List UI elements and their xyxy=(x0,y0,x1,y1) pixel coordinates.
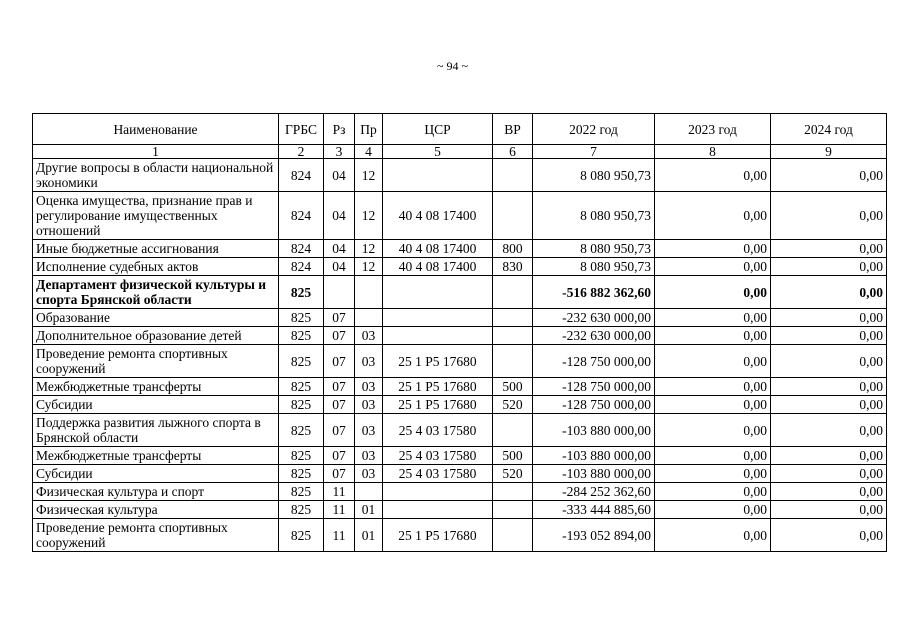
cell-2023: 0,00 xyxy=(655,276,771,309)
cell-2022: -128 750 000,00 xyxy=(533,378,655,396)
cell-2024: 0,00 xyxy=(771,519,887,552)
cell-2023: 0,00 xyxy=(655,501,771,519)
cell-name: Субсидии xyxy=(33,396,279,414)
cell-grbs: 825 xyxy=(279,519,324,552)
cell-csr: 40 4 08 17400 xyxy=(383,258,493,276)
cell-rz: 04 xyxy=(324,192,355,240)
table-body xyxy=(33,159,887,552)
cell-rz: 07 xyxy=(324,414,355,447)
cell-2023: 0,00 xyxy=(655,192,771,240)
cell-csr xyxy=(383,327,493,345)
column-header: ЦСР xyxy=(383,114,493,145)
cell-csr: 25 4 03 17580 xyxy=(383,447,493,465)
cell-csr: 40 4 08 17400 xyxy=(383,192,493,240)
cell-2023: 0,00 xyxy=(655,414,771,447)
cell-csr: 25 4 03 17580 xyxy=(383,465,493,483)
cell-2022: -516 882 362,60 xyxy=(533,276,655,309)
cell-grbs: 825 xyxy=(279,465,324,483)
column-header: 2023 год xyxy=(655,114,771,145)
cell-name: Образование xyxy=(33,309,279,327)
cell-vr xyxy=(493,276,533,309)
cell-csr: 40 4 08 17400 xyxy=(383,240,493,258)
cell-2022: -284 252 362,60 xyxy=(533,483,655,501)
cell-grbs: 825 xyxy=(279,309,324,327)
cell-vr xyxy=(493,501,533,519)
cell-2022: 8 080 950,73 xyxy=(533,240,655,258)
cell-vr xyxy=(493,483,533,501)
table-row xyxy=(33,192,887,240)
cell-2022: -103 880 000,00 xyxy=(533,414,655,447)
budget-table xyxy=(32,113,887,552)
table-row xyxy=(33,501,887,519)
cell-vr: 500 xyxy=(493,378,533,396)
column-number: 2 xyxy=(279,145,324,159)
cell-pr: 01 xyxy=(355,519,383,552)
cell-grbs: 825 xyxy=(279,447,324,465)
column-number-row xyxy=(33,145,887,159)
cell-name: Другие вопросы в области национальной экономики xyxy=(33,159,279,192)
cell-vr: 520 xyxy=(493,396,533,414)
cell-rz: 07 xyxy=(324,447,355,465)
column-number: 9 xyxy=(771,145,887,159)
cell-2024: 0,00 xyxy=(771,192,887,240)
cell-grbs: 825 xyxy=(279,414,324,447)
cell-grbs: 825 xyxy=(279,483,324,501)
cell-csr xyxy=(383,483,493,501)
cell-2023: 0,00 xyxy=(655,159,771,192)
column-number: 6 xyxy=(493,145,533,159)
table-row xyxy=(33,327,887,345)
cell-pr: 12 xyxy=(355,159,383,192)
cell-2024: 0,00 xyxy=(771,447,887,465)
cell-2022: -232 630 000,00 xyxy=(533,309,655,327)
cell-vr xyxy=(493,192,533,240)
cell-csr: 25 1 P5 17680 xyxy=(383,378,493,396)
cell-vr xyxy=(493,519,533,552)
cell-vr xyxy=(493,414,533,447)
cell-2023: 0,00 xyxy=(655,483,771,501)
cell-grbs: 825 xyxy=(279,378,324,396)
cell-csr xyxy=(383,501,493,519)
cell-2022: 8 080 950,73 xyxy=(533,192,655,240)
column-number: 5 xyxy=(383,145,493,159)
table-row xyxy=(33,276,887,309)
column-header: Пр xyxy=(355,114,383,145)
column-header: ГРБС xyxy=(279,114,324,145)
table-row xyxy=(33,309,887,327)
cell-2024: 0,00 xyxy=(771,240,887,258)
cell-name: Поддержка развития лыжного спорта в Брянской области xyxy=(33,414,279,447)
cell-2023: 0,00 xyxy=(655,447,771,465)
cell-name: Субсидии xyxy=(33,465,279,483)
cell-grbs: 824 xyxy=(279,258,324,276)
cell-2024: 0,00 xyxy=(771,465,887,483)
column-number: 4 xyxy=(355,145,383,159)
cell-pr: 12 xyxy=(355,258,383,276)
column-header: 2024 год xyxy=(771,114,887,145)
cell-rz: 07 xyxy=(324,327,355,345)
cell-pr: 03 xyxy=(355,465,383,483)
column-number: 7 xyxy=(533,145,655,159)
cell-2024: 0,00 xyxy=(771,258,887,276)
cell-rz: 07 xyxy=(324,309,355,327)
cell-2023: 0,00 xyxy=(655,378,771,396)
cell-2024: 0,00 xyxy=(771,345,887,378)
cell-2022: -103 880 000,00 xyxy=(533,465,655,483)
cell-pr: 03 xyxy=(355,414,383,447)
page-number: ~ 94 ~ xyxy=(437,59,468,73)
cell-name: Исполнение судебных актов xyxy=(33,258,279,276)
cell-2024: 0,00 xyxy=(771,396,887,414)
cell-vr: 520 xyxy=(493,465,533,483)
table-row xyxy=(33,345,887,378)
cell-pr: 12 xyxy=(355,192,383,240)
cell-rz: 07 xyxy=(324,465,355,483)
cell-csr xyxy=(383,309,493,327)
cell-vr xyxy=(493,309,533,327)
column-header: ВР xyxy=(493,114,533,145)
cell-name: Проведение ремонта спортивных сооружений xyxy=(33,519,279,552)
table-row xyxy=(33,258,887,276)
cell-2024: 0,00 xyxy=(771,159,887,192)
column-number: 1 xyxy=(33,145,279,159)
cell-rz: 07 xyxy=(324,396,355,414)
cell-rz: 04 xyxy=(324,258,355,276)
table-row xyxy=(33,483,887,501)
cell-name: Департамент физической культуры и спорта Брянской области xyxy=(33,276,279,309)
cell-grbs: 824 xyxy=(279,240,324,258)
cell-2023: 0,00 xyxy=(655,396,771,414)
cell-pr: 03 xyxy=(355,378,383,396)
column-header: Рз xyxy=(324,114,355,145)
cell-pr: 12 xyxy=(355,240,383,258)
cell-2022: -333 444 885,60 xyxy=(533,501,655,519)
cell-2023: 0,00 xyxy=(655,345,771,378)
column-number: 8 xyxy=(655,145,771,159)
cell-2023: 0,00 xyxy=(655,465,771,483)
header-row xyxy=(33,114,887,145)
table-row xyxy=(33,414,887,447)
cell-name: Иные бюджетные ассигнования xyxy=(33,240,279,258)
cell-2024: 0,00 xyxy=(771,327,887,345)
cell-grbs: 825 xyxy=(279,501,324,519)
table-row xyxy=(33,378,887,396)
table-row xyxy=(33,159,887,192)
cell-2023: 0,00 xyxy=(655,327,771,345)
cell-vr xyxy=(493,159,533,192)
table-row xyxy=(33,465,887,483)
cell-2024: 0,00 xyxy=(771,414,887,447)
cell-grbs: 825 xyxy=(279,327,324,345)
cell-name: Проведение ремонта спортивных сооружений xyxy=(33,345,279,378)
column-header: 2022 год xyxy=(533,114,655,145)
cell-grbs: 825 xyxy=(279,345,324,378)
cell-csr xyxy=(383,159,493,192)
cell-2022: -128 750 000,00 xyxy=(533,345,655,378)
cell-pr xyxy=(355,276,383,309)
cell-2022: -232 630 000,00 xyxy=(533,327,655,345)
cell-2024: 0,00 xyxy=(771,501,887,519)
cell-2022: -128 750 000,00 xyxy=(533,396,655,414)
column-number: 3 xyxy=(324,145,355,159)
column-header: Наименование xyxy=(33,114,279,145)
cell-grbs: 824 xyxy=(279,192,324,240)
table-row xyxy=(33,519,887,552)
cell-name: Физическая культура xyxy=(33,501,279,519)
cell-2024: 0,00 xyxy=(771,276,887,309)
cell-name: Межбюджетные трансферты xyxy=(33,447,279,465)
cell-2023: 0,00 xyxy=(655,258,771,276)
cell-2023: 0,00 xyxy=(655,309,771,327)
cell-grbs: 824 xyxy=(279,159,324,192)
cell-csr: 25 4 03 17580 xyxy=(383,414,493,447)
cell-grbs: 825 xyxy=(279,276,324,309)
cell-name: Межбюджетные трансферты xyxy=(33,378,279,396)
cell-rz: 07 xyxy=(324,378,355,396)
table-row xyxy=(33,447,887,465)
cell-rz: 11 xyxy=(324,519,355,552)
cell-2022: 8 080 950,73 xyxy=(533,159,655,192)
cell-rz: 11 xyxy=(324,483,355,501)
cell-grbs: 825 xyxy=(279,396,324,414)
cell-rz xyxy=(324,276,355,309)
cell-name: Дополнительное образование детей xyxy=(33,327,279,345)
cell-vr: 800 xyxy=(493,240,533,258)
cell-csr xyxy=(383,276,493,309)
cell-2022: 8 080 950,73 xyxy=(533,258,655,276)
cell-rz: 04 xyxy=(324,159,355,192)
cell-pr: 03 xyxy=(355,327,383,345)
table-row xyxy=(33,396,887,414)
cell-csr: 25 1 P5 17680 xyxy=(383,345,493,378)
cell-vr: 500 xyxy=(493,447,533,465)
cell-rz: 11 xyxy=(324,501,355,519)
cell-csr: 25 1 P5 17680 xyxy=(383,519,493,552)
cell-2024: 0,00 xyxy=(771,483,887,501)
cell-2022: -193 052 894,00 xyxy=(533,519,655,552)
cell-csr: 25 1 P5 17680 xyxy=(383,396,493,414)
cell-2022: -103 880 000,00 xyxy=(533,447,655,465)
cell-vr xyxy=(493,345,533,378)
cell-rz: 04 xyxy=(324,240,355,258)
cell-2023: 0,00 xyxy=(655,519,771,552)
cell-pr: 03 xyxy=(355,345,383,378)
cell-vr xyxy=(493,327,533,345)
cell-2024: 0,00 xyxy=(771,309,887,327)
cell-pr: 01 xyxy=(355,501,383,519)
cell-name: Оценка имущества, признание прав и регулирование имущественных отношений xyxy=(33,192,279,240)
cell-2024: 0,00 xyxy=(771,378,887,396)
cell-pr: 03 xyxy=(355,396,383,414)
cell-name: Физическая культура и спорт xyxy=(33,483,279,501)
cell-vr: 830 xyxy=(493,258,533,276)
cell-pr xyxy=(355,483,383,501)
cell-2023: 0,00 xyxy=(655,240,771,258)
cell-pr xyxy=(355,309,383,327)
cell-rz: 07 xyxy=(324,345,355,378)
table-row xyxy=(33,240,887,258)
cell-pr: 03 xyxy=(355,447,383,465)
